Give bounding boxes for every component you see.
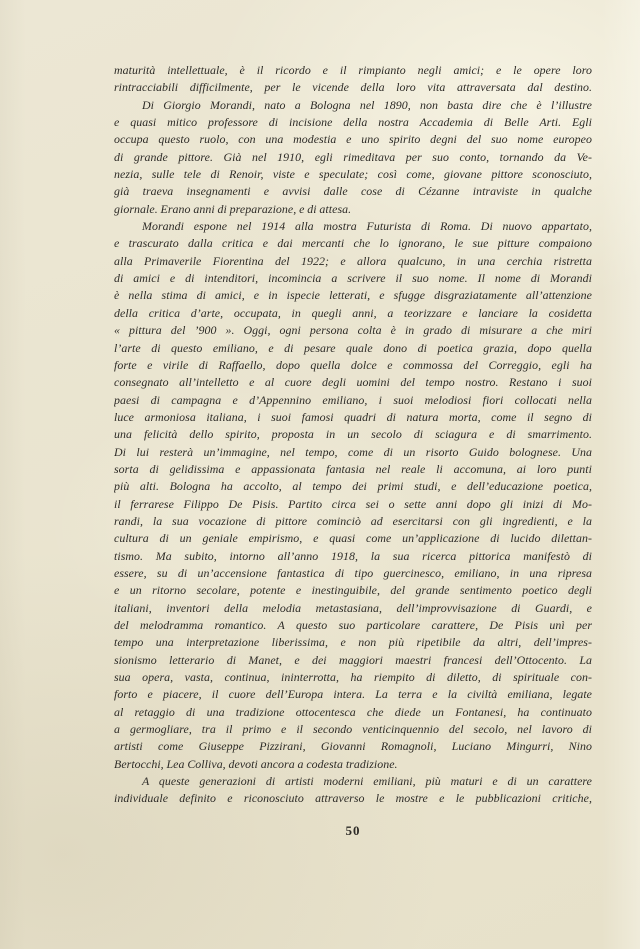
text-line: della critica d’arte, occupata, in quegli anni, a teorizzare e lanciare la cosidetta [114, 305, 592, 320]
text-line: italiani, inventori della melodia metastasiana, dell’improvvisazione di Guardi, e [114, 600, 592, 615]
text-line: artisti come Giuseppe Pizzirani, Giovanni Romagnoli, Luciano Mingurri, Nino [114, 739, 592, 754]
text-line: già traeva insegnamenti e avvisi dalle cose di Cézanne intraviste in qualche [114, 184, 592, 199]
text-line: e quasi mitico professore di incisione della nostra Accademia di Belle Arti. Egli [114, 115, 592, 130]
text-line: nezia, sulle tele di Renoir, viste e speculate; così come, giovane pittore sconosciuto, [114, 167, 592, 182]
text-line: essere, su di un’accensione fantastica di tipo guercinesco, emiliano, in una ripresa [114, 565, 592, 580]
text-line: cultura di un geniale empirismo, e quasi come un’applicazione di lucido dilettan- [114, 531, 592, 546]
text-line: Bertocchi, Lea Colliva, devoti ancora a codesta tradizione. [114, 756, 398, 771]
text-line: a germogliare, tra il primo e il secondo venticinquennio del secolo, nel lavoro di [114, 722, 592, 737]
text-line: l’arte di questo emiliano, e di pesare quale dono di poetica grazia, dopo quella [114, 340, 592, 355]
text-line: A queste generazioni di artisti moderni emiliani, più maturi e di un carattere [142, 774, 592, 789]
text-line: giornale. Erano anni di preparazione, e di attesa. [114, 201, 352, 216]
text-block [114, 62, 592, 808]
text-line: del melodramma romantico. A questo suo particolare carattere, De Pisis unì per [114, 618, 592, 632]
text-line: di amici e di intenditori, incomincia a scrivere il suo nome. Il nome di Morandi [114, 271, 592, 286]
text-line: sorta di gelidissima e appassionata fantasia nel reale li accomuna, ai loro punti [114, 461, 592, 476]
page-number: 50 [345, 823, 361, 838]
text-line: tempo una interpretazione liberissima, e non più ripetibile da altri, dell’impres- [114, 635, 592, 650]
text-line: rintracciabili difficilmente, per le vicende della loro vita attraversata dal destino. [114, 80, 592, 95]
text-line: alla Primaverile Fiorentina del 1922; e allora qualcuno, in una cerchia ristretta [114, 253, 592, 268]
text-line: « pittura del ’900 ». Oggi, ogni persona colta è in grado di misurare a che miri [114, 323, 592, 338]
text-line: individuale definito e riconosciuto attraverso le mostre e le pubblicazioni critiche, [114, 791, 592, 806]
text-line: il ferrarese Filippo De Pisis. Partito circa sei o sette anni dopo gli inizi di Mo- [114, 496, 592, 511]
text-line: sionismo letterario di Manet, e dei maggiori maestri francesi dell’Ottocento. La [114, 652, 592, 667]
text-line: è nella stima di amici, e in ispecie letterati, e sfugge disgraziatamente all’attenzione [114, 288, 592, 303]
text-line: forte e virile di Raffaello, dopo quella dolce e commossa del Correggio, egli ha [114, 357, 592, 372]
text-line: luce armoniosa italiana, i suoi famosi quadri di natura morta, come il segno di [114, 409, 592, 424]
text-line: maturità intellettuale, è il ricordo e il rimpianto negli amici; e le opere loro [114, 63, 592, 77]
text-line: una felicità dello spirito, proposta in un secolo di sciagura e di smarrimento. [114, 427, 592, 442]
text-line: più alti. Bologna ha accolto, al tempo dei primi studi, e dell’educazione poetica, [114, 479, 592, 494]
text-line: e un ritorno secolare, potente e inestinguibile, del grande sentimento poetico degli [114, 583, 592, 598]
text-line: Di Giorgio Morandi, nato a Bologna nel 1890, non basta dire che è l’illustre [142, 97, 592, 112]
text-line: consegnato all’intelletto e al cuore degli uomini del tempo nostro. Restano i suoi [114, 375, 592, 390]
text-line: paesi di campagna e d’Appennino emiliano, i suoi melodiosi fiori collocati nella [114, 392, 592, 407]
text-line: tismo. Ma subito, intorno all’anno 1918, la sua ricerca pittorica manifestò di [114, 548, 592, 563]
text-line: randi, la sua vocazione di pittore cominciò ad esercitarsi con gli ingredienti, e la [114, 513, 592, 528]
text-line: occupa questo ruolo, con una modestia e uno spirito degni del suo nome europeo [114, 132, 592, 147]
text-line: e trascurato dalla critica e dai mercanti che lo ignorano, le sue pitture compaiono [114, 236, 592, 251]
text-line: di grande pittore. Già nel 1910, egli rimeditava per suo conto, tornando da Ve- [114, 149, 592, 164]
text-line: al retaggio di una tradizione ottocentesca che diede un Fontanesi, ha continuato [114, 704, 592, 719]
text-line: Di lui resterà un’immagine, nel tempo, come di un risorto Guido bolognese. Una [114, 444, 592, 459]
text-line: forto e piacere, il cuore dell’Europa intera. La terra e la civiltà emiliana, legate [114, 687, 592, 702]
text-line: Morandi espone nel 1914 alla mostra Futurista di Roma. Di nuovo appartato, [142, 219, 592, 234]
text-line: sua opera, vasta, continua, ininterrotta, ha riempito di diletto, di spirituale con- [114, 670, 592, 685]
